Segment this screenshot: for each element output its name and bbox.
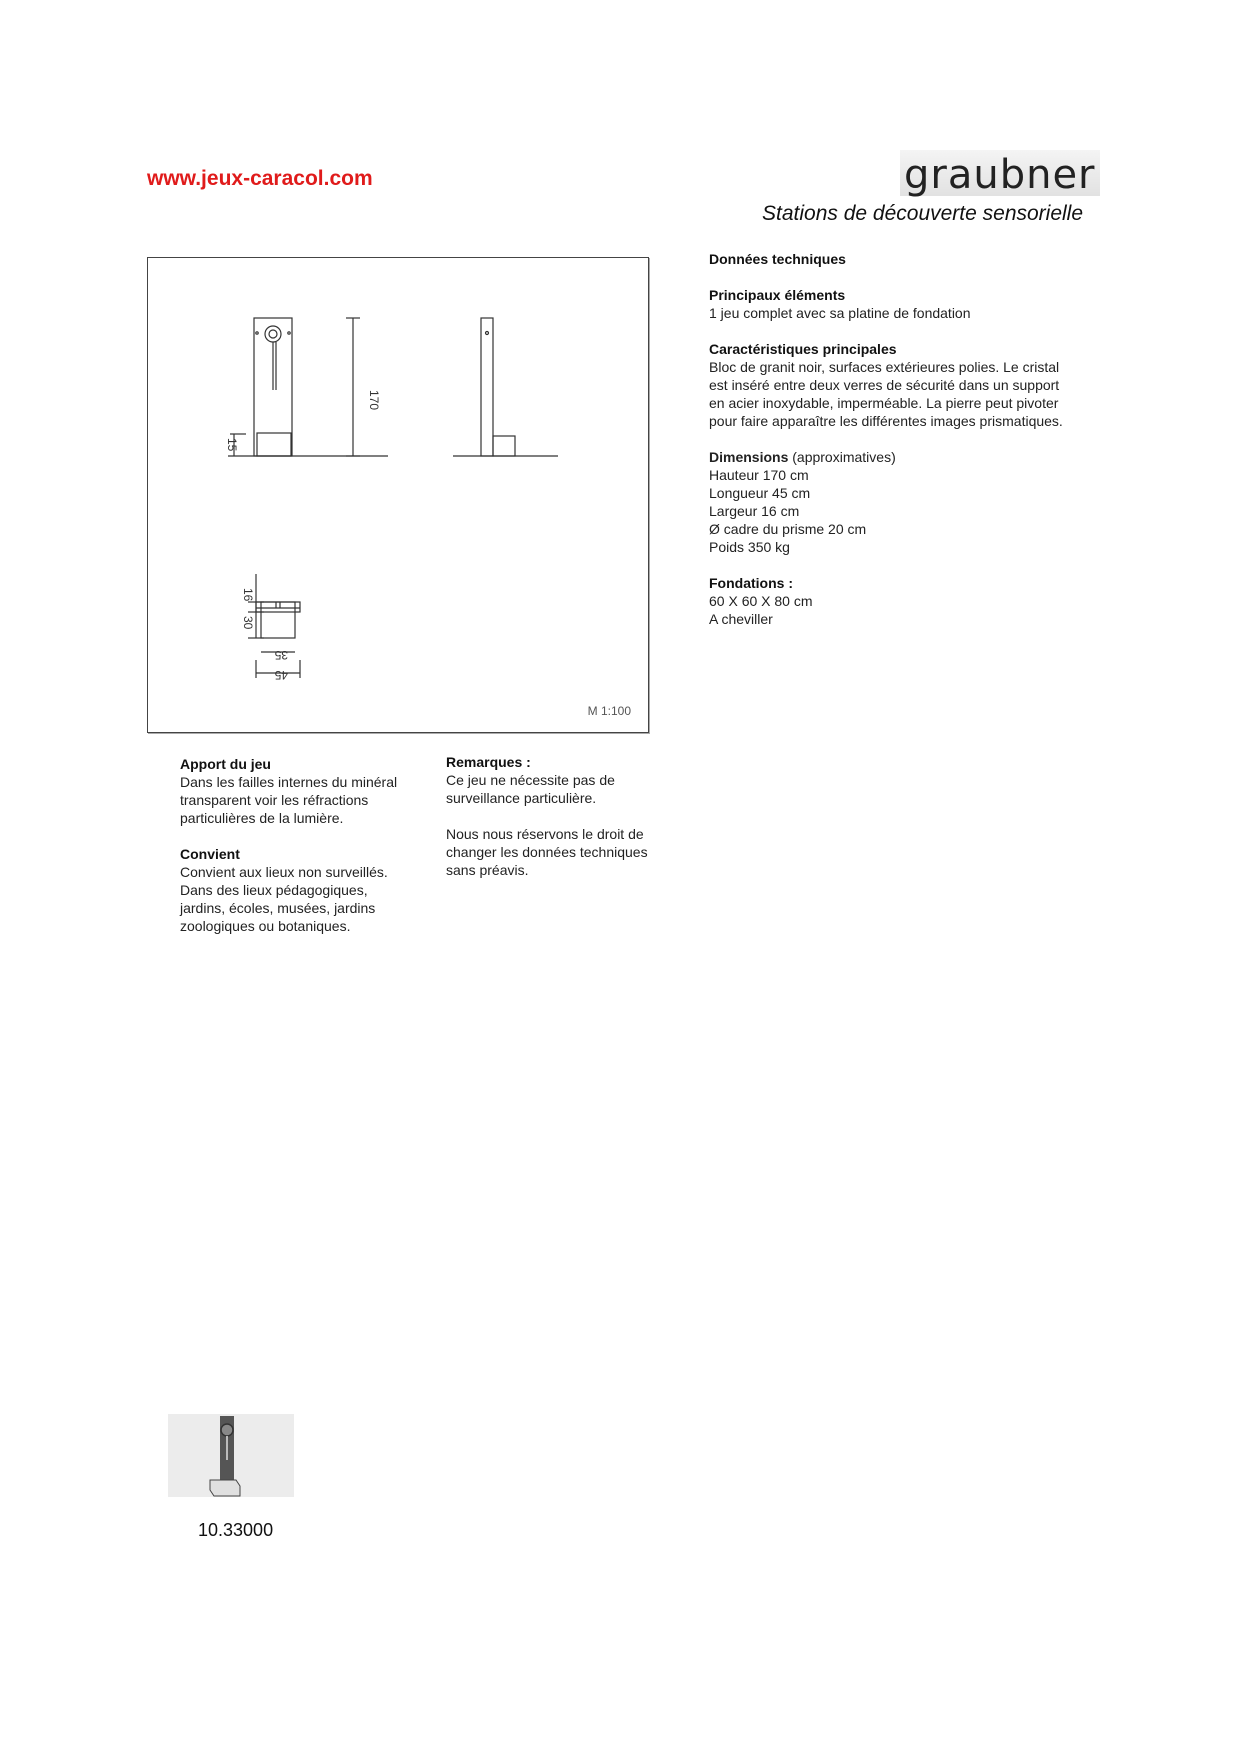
scale-label: M 1:100: [587, 704, 631, 718]
remarques-line: surveillance particulière.: [446, 790, 597, 806]
dim-height-label: 170: [367, 390, 381, 411]
dimension-item: Largeur 16 cm: [709, 503, 800, 519]
apport-heading: Apport du jeu: [180, 756, 271, 772]
dimensions-title: [709, 448, 1099, 466]
convient-line: Dans des lieux pédagogiques,: [180, 882, 368, 898]
reserve-line: changer les données techniques: [446, 844, 648, 860]
product-photo-drawing: [168, 1414, 294, 1497]
dim-plan-inner-label: 35: [274, 648, 288, 662]
apport-line: transparent voir les réfractions: [180, 792, 369, 808]
foundation-item: 60 X 60 X 80 cm: [709, 593, 813, 609]
elements-text: 1 jeu complet avec sa platine de fondation: [709, 305, 971, 321]
convient-line: Convient aux lieux non surveillés.: [180, 864, 388, 880]
front-view: [228, 318, 388, 456]
drawing-views: [148, 258, 648, 732]
dim-plan-top-label: 16: [241, 588, 255, 602]
reserve-line: sans préavis.: [446, 862, 529, 878]
product-photo: [168, 1414, 294, 1497]
product-reference: 10.33000: [198, 1520, 274, 1540]
apport-line: particulières de la lumière.: [180, 810, 344, 826]
elements-heading: Principaux éléments: [709, 287, 846, 303]
dim-plan-outer-label: 45: [274, 668, 288, 682]
technical-data: [709, 250, 1099, 628]
apport-line: Dans les failles internes du minéral: [180, 774, 398, 790]
graubner-logo: [900, 150, 1100, 196]
remarques-heading: Remarques :: [446, 754, 531, 770]
convient-line: jardins, écoles, musées, jardins: [180, 900, 376, 916]
foundation-item: A cheviller: [709, 611, 773, 627]
dimension-item: Ø cadre du prisme 20 cm: [709, 521, 867, 537]
convient-heading: Convient: [180, 846, 240, 862]
page-subtitle: Stations de découverte sensorielle: [762, 202, 1084, 225]
side-view: [453, 318, 558, 456]
features-heading: Caractéristiques principales: [709, 341, 897, 357]
features-line: pour faire apparaître les différentes images prismatiques.: [709, 413, 1063, 429]
remarks: [446, 753, 691, 879]
logo-text: graubner: [904, 152, 1096, 198]
features-line: est inséré entre deux verres de sécurité dans un support: [709, 377, 1060, 393]
dimensions-heading: Dimensions: [709, 449, 789, 465]
reserve-line: Nous nous réservons le droit de: [446, 826, 644, 842]
convient-line: zoologiques ou botaniques.: [180, 918, 351, 934]
technical-drawing: [147, 257, 649, 733]
dimensions-note: (approximatives): [788, 449, 896, 465]
dim-base-label: 15: [225, 438, 239, 452]
features-line: en acier inoxydable, imperméable. La pierre peut pivoter: [709, 395, 1059, 411]
dimension-item: Longueur 45 cm: [709, 485, 811, 501]
dimension-item: Hauteur 170 cm: [709, 467, 809, 483]
website-link[interactable]: www.jeux-caracol.com: [147, 167, 373, 190]
tech-title: Données techniques: [709, 251, 846, 267]
foundations-heading: Fondations :: [709, 575, 793, 591]
usage-notes: [180, 755, 425, 935]
features-line: Bloc de granit noir, surfaces extérieures polies. Le cristal: [709, 359, 1060, 375]
dim-plan-depth-label: 30: [241, 616, 255, 630]
dimension-item: Poids 350 kg: [709, 539, 790, 555]
remarques-line: Ce jeu ne nécessite pas de: [446, 772, 615, 788]
